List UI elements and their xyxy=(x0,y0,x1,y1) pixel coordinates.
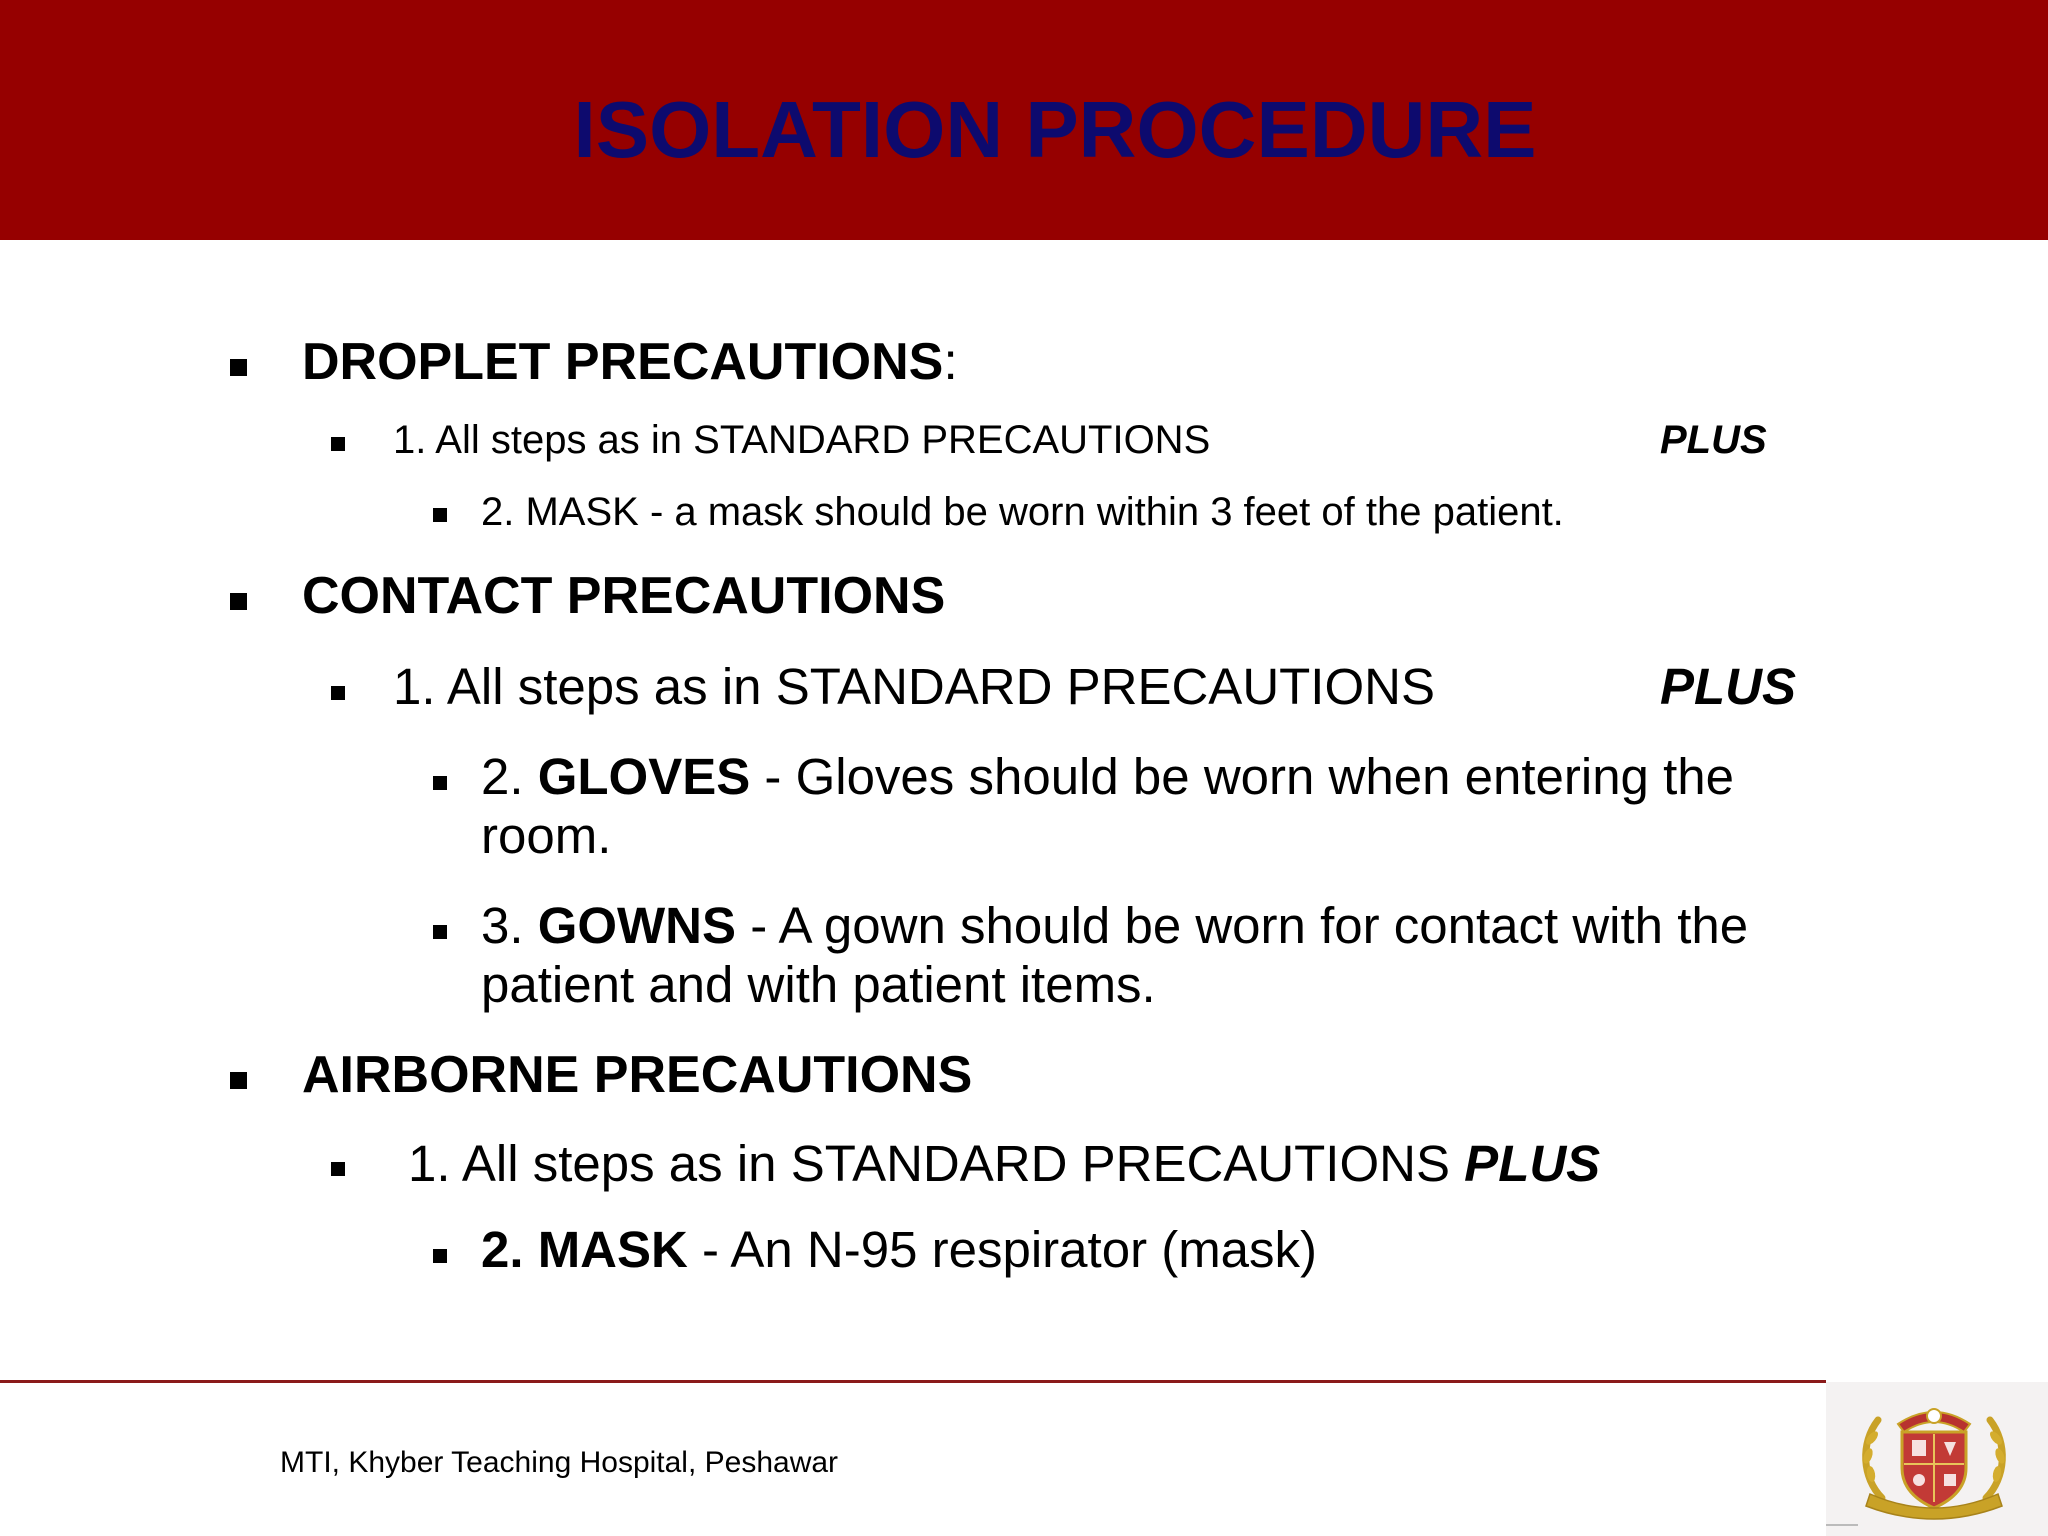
contact-heading: CONTACT PRECAUTIONS xyxy=(302,567,946,625)
droplet-heading-text: DROPLET PRECAUTIONS xyxy=(302,333,944,391)
footer-institution: MTI, Khyber Teaching Hospital, Peshawar xyxy=(280,1446,839,1479)
contact-step-2-term: GLOVES xyxy=(537,748,751,805)
airborne-step-1 xyxy=(408,1134,1600,1194)
bullet-icon xyxy=(230,1072,247,1089)
airborne-step-1-text: 1. All steps as in STANDARD PRECAUTIONS xyxy=(408,1135,1465,1192)
contact-step-2-rest: - Gloves should be worn when entering the xyxy=(750,748,1734,805)
contact-step-3-num: 3. xyxy=(481,897,538,954)
bullet-icon xyxy=(331,1162,345,1176)
bullet-icon xyxy=(230,359,247,376)
bullet-icon xyxy=(433,925,447,939)
droplet-heading xyxy=(302,330,958,394)
footer-divider xyxy=(0,1380,1826,1383)
contact-step-2-num: 2. xyxy=(481,748,538,805)
droplet-heading-colon: : xyxy=(943,333,958,391)
bullet-icon xyxy=(433,508,447,522)
droplet-step-2: 2. MASK - a mask should be worn within 3 feet of the patient. xyxy=(481,490,1564,534)
contact-step-3-term: GOWNS xyxy=(537,897,737,954)
contact-step-1: 1. All steps as in STANDARD PRECAUTIONS xyxy=(393,658,1435,715)
airborne-step-1-plus: PLUS xyxy=(1464,1135,1601,1192)
bullet-icon xyxy=(433,776,447,790)
contact-step-3 xyxy=(481,896,1748,956)
bullet-icon xyxy=(331,437,345,451)
bullet-icon xyxy=(433,1249,447,1263)
contact-step-3-rest: - A gown should be worn for contact with the xyxy=(736,897,1749,954)
droplet-step-1-plus: PLUS xyxy=(1660,418,1767,462)
bullet-icon xyxy=(230,593,247,610)
airborne-heading: AIRBORNE PRECAUTIONS xyxy=(302,1046,973,1104)
slide-title: ISOLATION PROCEDURE xyxy=(573,85,1537,174)
contact-step-2-continued: room. xyxy=(481,807,612,864)
hospital-crest-logo xyxy=(1852,1398,2016,1524)
logo-underline xyxy=(1826,1524,1858,1526)
contact-step-3-continued: patient and with patient items. xyxy=(481,956,1156,1013)
contact-step-1-plus: PLUS xyxy=(1660,658,1797,715)
bullet-icon xyxy=(331,686,345,700)
airborne-step-2 xyxy=(481,1220,1317,1280)
airborne-step-2-term: 2. MASK xyxy=(481,1221,688,1278)
contact-step-2 xyxy=(481,747,1734,807)
droplet-step-1: 1. All steps as in STANDARD PRECAUTIONS xyxy=(393,418,1211,462)
airborne-step-2-rest: - An N-95 respirator (mask) xyxy=(687,1221,1318,1278)
